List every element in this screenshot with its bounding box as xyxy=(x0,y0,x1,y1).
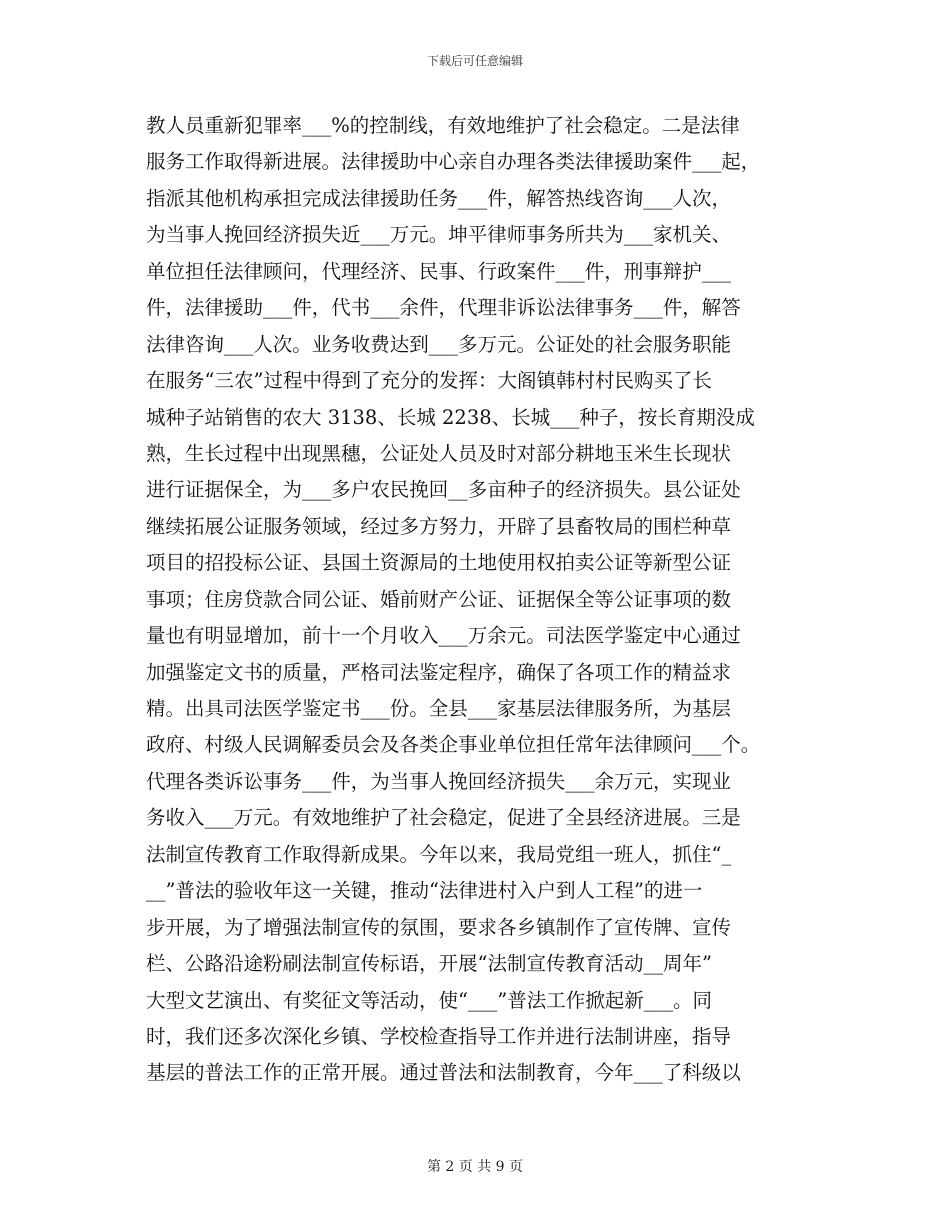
body-line: 进行证据保全，为___多户农民挽回__多亩种子的经济损失。县公证处 xyxy=(146,478,741,502)
body-line: 事项；住房贷款合同公证、婚前财产公证、证据保全等公证事项的数 xyxy=(146,587,732,611)
body-line: 大型文艺演出、有奖征文等活动，使“___”普法工作掀起新___。同 xyxy=(146,988,712,1012)
body-line: 法律咨询___人次。业务收费达到___多万元。公证处的社会服务职能 xyxy=(146,332,732,356)
body-line: 精。出具司法医学鉴定书___份。全县___家基层法律服务所，为基层 xyxy=(146,697,732,720)
body-line: 步开展，为了增强法制宣传的氛围，要求各乡镇制作了宣传牌、宣传 xyxy=(146,915,732,939)
page-header-note: 下载后可任意编辑 xyxy=(426,54,523,68)
body-line: 加强鉴定文书的质量，严格司法鉴定程序，确保了各项工作的精益求 xyxy=(146,660,732,684)
body-line: 为当事人挽回经济损失近___万元。坤平律师事务所共为___家机关、 xyxy=(146,223,732,247)
page-number-footer: 第 2 页 共 9 页 xyxy=(426,1159,524,1175)
body-line: 在服务“三农”过程中得到了充分的发挥：大阁镇韩村村民购买了长 xyxy=(146,369,712,393)
body-line: 量也有明显增加，前十一个月收入___万余元。司法医学鉴定中心通过 xyxy=(146,624,741,648)
body-line: 熟，生长过程中出现黑穗，公证处人员及时对部分耕地玉米生长现状 xyxy=(146,441,732,465)
body-line: 务收入___万元。有效地维护了社会稳定，促进了全县经济进展。三是 xyxy=(146,806,741,830)
body-line: 代理各类诉讼事务___件，为当事人挽回经济损失___余万元，实现业 xyxy=(146,769,732,793)
body-line: 继续拓展公证服务领域，经过多方努力，开辟了县畜牧局的围栏种草 xyxy=(146,514,732,538)
body-line: 基层的普法工作的正常开展。通过普法和法制教育，今年___了科级以 xyxy=(146,1061,741,1085)
body-line: 栏、公路沿途粉刷法制宣传标语，开展“法制宣传教育活动__周年” xyxy=(146,952,712,976)
body-line: 教人员重新犯罪率___%的控制线，有效地维护了社会稳定。二是法律 xyxy=(146,114,740,137)
body-line: 服务工作取得新进展。法律援助中心亲自办理各类法律援助案件___起， xyxy=(146,150,761,174)
body-line: 政府、村级人民调解委员会及各类企事业单位担任常年法律顾问___个。 xyxy=(146,733,761,757)
body-line: 指派其他机构承担完成法律援助任务___件，解答热线咨询___人次， xyxy=(146,186,732,210)
body-line: 单位担任法律顾问，代理经济、民事、行政案件___件，刑事辩护___ xyxy=(146,259,732,283)
body-line: 时，我们还多次深化乡镇、学校检查指导工作并进行法制讲座，指导 xyxy=(146,1024,732,1048)
document-body xyxy=(146,108,826,1092)
body-line: __”普法的验收年这一关键，推动“法律进村入户到人工程”的进一 xyxy=(146,879,703,903)
body-line: 项目的招投标公证、县国土资源局的土地使用权拍卖公证等新型公证 xyxy=(146,551,732,575)
body-line: 法制宣传教育工作取得新成果。今年以来，我局党组一班人，抓住“_ xyxy=(146,842,732,866)
body-line: 城种子站销售的农大 3138、长城 2238、长城___种子，按长育期没成 xyxy=(146,405,755,429)
body-line: 件，法律援助___件，代书___余件，代理非诉讼法律事务___件，解答 xyxy=(146,296,741,320)
